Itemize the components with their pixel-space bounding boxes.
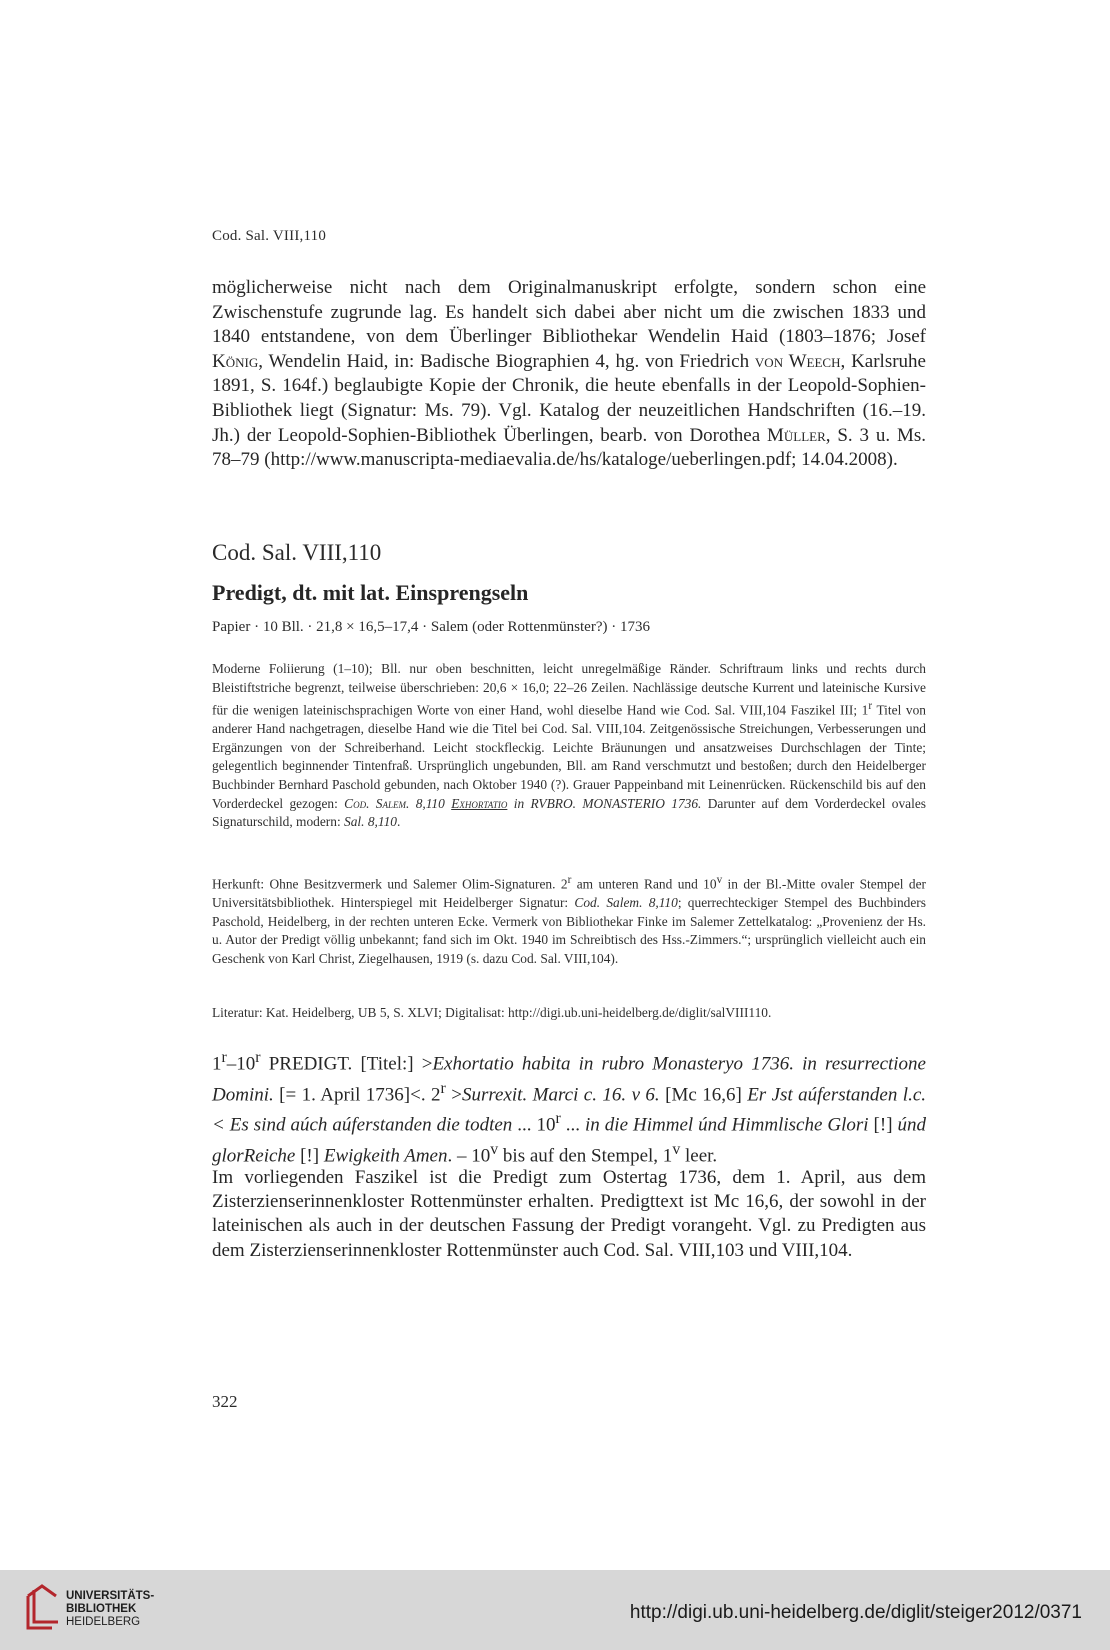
permalink-url[interactable]: http://digi.ub.uni-heidelberg.de/diglit/steiger2012/0371 xyxy=(629,1602,1082,1623)
literature-note: Literatur: Kat. Heidelberg, UB 5, S. XLVI; Digitalisat: http://digi.ub.uni-heidelberg.de/diglit/salVIII110. xyxy=(212,1005,772,1020)
content-entry: 1$^r$–10$^r$ PREDIGT. [Titel:] >Exhortatio habita in rubro Monasteryo 1736. in resurrectione Domini. [= 1. April 1736]<. $2^r$ >Surrexit. Marci c. 16. v 6. [Mc 16,6] Er Jst aúferstanden l.c.< Es sind aúch aúferstanden die todten ... 10$^r$ ... in die Himmel únd Himmlische Glori [!] únd glorReiche [!] Ewigkeith Amen. – 10$^v$ bis auf den Stempel, 1$^v$ leer. xyxy=(212,1049,927,1166)
intro-paragraph: möglicherweise nicht nach dem Originalmanuskript erfolgte, sondern schon eine Zwischenstufe zugrunde lag. Es handelt sich dabei aber nicht um die zwischen 1833 und 1840 entstandene, von dem Überlinger Bibliothekar Wendelin Haid (1803–1876; Josef König, Wendelin Haid, in: Badische Biographien 4, hg. von Friedrich von Weech, Karlsruhe 1891, S. 164f.) beglaubigte Kopie der Chronik, die heute ebenfalls in der Leopold-Sophien-Bibliothek liegt (Signatur: Ms. 79). Vgl. Katalog der neuzeitlichen Handschriften (16.–19. Jh.) der Leopold-Sophien-Bibliothek Überlingen, bearb. von Dorothea Müller, S. 3 u. Ms. 78–79 (http://www.manuscripta-mediaevalia.de/hs/kataloge/ueberlingen.pdf; 14.04.2008). xyxy=(212,277,927,471)
commentary-paragraph: Im vorliegenden Faszikel ist die Predigt zum Ostertag 1736, dem 1. April, aus dem Zisterzienserinnenkloster Rottenmünster erhalten. Predigttext ist Mc 16,6, der sowohl in der lateinischen als auch in der deutschen Fassung der Predigt vorangeht. Vgl. zu Predigten aus dem Zisterzienserinnenkloster Rottenmünster auch Cod. Sal. VIII,103 und VIII,104. xyxy=(212,1167,926,1261)
entry-meta: Papier · 10 Bll. · 21,8 × 16,5–17,4 · Salem (oder Rottenmünster?) · 1736 xyxy=(212,619,650,635)
entry-title: Predigt, dt. mit lat. Einsprengseln xyxy=(212,580,529,605)
codicological-description: Moderne Foliierung (1–10); Bll. nur oben beschnitten, leicht unregelmäßige Ränder. Schriftraum links und rechts durch Bleistiftstriche begrenzt, teilweise überschrieben: 20,6 × 16,0; 22–26 Zeilen. Nachlässige deutsche Kurrent und lateinische Kursive für die wenigen lateinischsprachigen Worte von einer Hand, wohl dieselbe Hand wie Cod. Sal. VIII,104 Faszikel III; 1$^r$ Titel von anderer Hand nachgetragen, dieselbe Hand wie die Titel bei Cod. Sal. VIII,104. Zeitgenössische Streichungen, Verbesserungen und Ergänzungen von der Schreiberhand. Leicht stockfleckig. Leichte Bräunungen und ansatzweises Durchschlagen der Tinte; gelegentlich beginnender Tintenfraß. Ursprünglich ungebunden, Bll. am Rand verschmutzt und bestoßen; durch den Heidelberger Buchbinder Bernhard Paschold gebunden, nach Oktober 1940 (?). Grauer Pappeinband mit Leinenrücken. Rückenschild bis auf den Vorderdeckel gezogen: Cod. Salem. 8,110 Exhortatio in RVBRO. MONASTERIO 1736. Darunter auf dem Vorderdeckel ovales Signaturschild, modern: Sal. 8,110. xyxy=(212,661,926,830)
provenance-note: Herkunft: Ohne Besitzvermerk und Salemer Olim-Signaturen. 2$^r$ am unteren Rand und 10$^v$ in der Bl.-Mitte ovaler Stempel der Universitätsbibliothek. Hinterspiegel mit Heidelberger Signatur: Cod. Salem. 8,110; querrechteckiger Stempel des Buchbinders Paschold, Heidelberg, in der rechten unteren Ecke. Vermerk von Bibliothekar Finke im Salemer Zettelkatalog: „Provenienz der Hs. u. Autor der Predigt völlig unbekannt; fand sich im Okt. 1940 im Schreibtisch des Hss.-Zimmers.“; ursprünglich vielleicht auch ein Geschenk von Karl Christ, Ziegelhausen, 1919 (s. dazu Cod. Sal. VIII,104). xyxy=(212,874,927,966)
viewer-footer xyxy=(0,1570,1110,1650)
library-name: UNIVERSITÄTS- BIBLIOTHEK HEIDELBERG xyxy=(66,1590,155,1628)
entry-shelfmark: Cod. Sal. VIII,110 xyxy=(212,540,382,565)
library-logo-icon xyxy=(22,1582,62,1634)
page-number: 322 xyxy=(212,1392,238,1411)
running-head: Cod. Sal. VIII,110 xyxy=(212,228,327,244)
